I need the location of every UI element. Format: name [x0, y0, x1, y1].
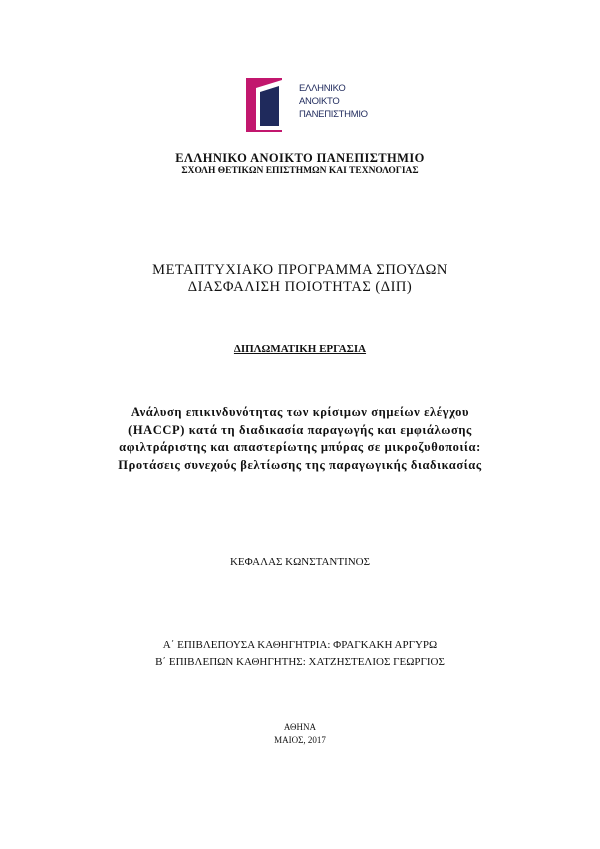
place: ΑΘΗΝΑ [283, 722, 317, 732]
university-logo [246, 78, 386, 132]
title-line: Προτάσεις συνεχούς βελτίωσης της παραγωγικής διαδικασίας [118, 457, 482, 472]
document-type: ΔΙΠΛΩΜΑΤΙΚΗ ΕΡΓΑΣΙΑ [233, 343, 367, 355]
logo-wordmark [299, 82, 389, 121]
logo-emblem [246, 78, 298, 132]
program-subtitle: ΔΙΑΣΦΑΛΙΣΗ ΠΟΙΟΤΗΤΑΣ (ΔΙΠ) [187, 279, 413, 295]
supervisor-line: Α΄ ΕΠΙΒΛΕΠΟΥΣΑ ΚΑΘΗΓΗΤΡΙΑ: ΦΡΑΓΚΑΚΗ ΑΡΓΥΡΩ [162, 639, 438, 651]
logo-navy-panel [260, 86, 279, 126]
logo-line: ΕΛΛΗΝΙΚΟ [299, 83, 346, 94]
place-date-block [0, 721, 600, 746]
program-block [0, 262, 600, 296]
author-name: ΚΕΦΑΛΑΣ ΚΩΝΣΤΑΝΤΙΝΟΣ [229, 556, 371, 568]
title-line: αφιλτράριστης και απαστερίωτης μπύρας σε μικροζυθοποιία: [119, 440, 481, 454]
title-line: Ανάλυση επικινδυνότητας των κρίσιμων σημείων ελέγχου [130, 405, 470, 419]
supervisor-line: Β΄ ΕΠΙΒΛΕΠΩΝ ΚΑΘΗΓΗΤΗΣ: ΧΑΤΖΗΣΤΕΛΙΟΣ ΓΕΩΡΓΙΟΣ [155, 656, 445, 668]
date: ΜΑΙΟΣ, 2017 [274, 734, 326, 745]
logo-right-gap [282, 78, 298, 132]
school-name: ΣΧΟΛΗ ΘΕΤΙΚΩΝ ΕΠΙΣΤΗΜΩΝ ΚΑΙ ΤΕΧΝΟΛΟΓΙΑΣ [181, 166, 419, 176]
title-line: (HACCP) κατά τη διαδικασία παραγωγής και εμφιάλωσης [128, 422, 472, 437]
thesis-title [0, 404, 600, 474]
program-name: ΜΕΤΑΠΤΥΧΙΑΚΟ ΠΡΟΓΡΑΜΜΑ ΣΠΟΥΔΩΝ [152, 262, 448, 278]
university-name: ΕΛΛΗΝΙΚΟ ΑΝΟΙΚΤΟ ΠΑΝΕΠΙΣΤΗΜΙΟ [175, 151, 425, 165]
logo-line: ΠΑΝΕΠΙΣΤΗΜΙΟ [299, 109, 368, 120]
logo-line: ΑΝΟΙΚΤΟ [299, 96, 340, 107]
supervisors-block [0, 637, 600, 671]
